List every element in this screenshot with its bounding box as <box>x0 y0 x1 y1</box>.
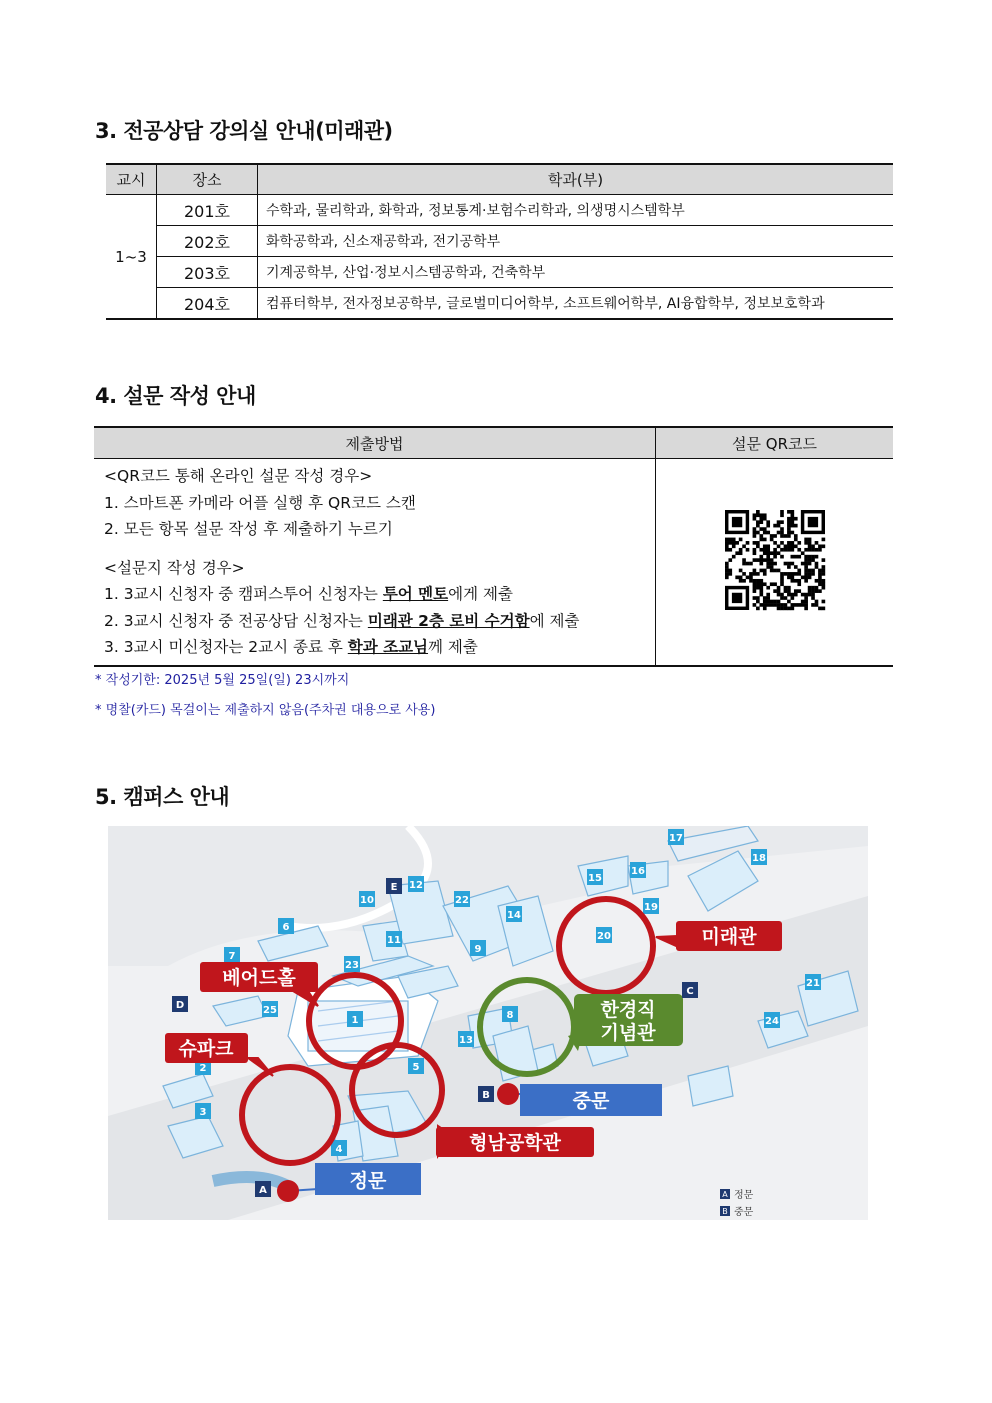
callout-jungmun <box>520 1084 662 1116</box>
svg-text:22: 22 <box>455 895 469 906</box>
svg-text:베어드홀: 베어드홀 <box>222 967 296 989</box>
building-badge-6 <box>278 918 294 934</box>
svg-text:B: B <box>722 1207 728 1216</box>
paper-step: 2. 3교시 신청자 중 전공상담 신청자는 미래관 2층 로비 수거함에 제출 <box>104 611 580 630</box>
svg-text:4: 4 <box>335 1144 343 1155</box>
header-period: 교시 <box>106 164 157 195</box>
dept-cell: 화학공학과, 신소재공학과, 전기공학부 <box>258 226 894 257</box>
campus-map <box>108 826 868 1220</box>
building-badge-25 <box>262 1001 278 1017</box>
online-heading: <QR코드 통해 온라인 설문 작성 경우> <box>104 467 373 485</box>
building-badge-12 <box>408 876 424 892</box>
svg-text:8: 8 <box>506 1010 514 1021</box>
dept-cell: 수학과, 물리학과, 화학과, 정보통계·보험수리학과, 의생명시스템학부 <box>266 203 685 219</box>
dept-cell: 기계공학부, 산업·정보시스템공학과, 건축학부 <box>258 257 894 288</box>
building-badge-15 <box>587 869 603 885</box>
svg-text:A: A <box>722 1190 728 1199</box>
building-badge-14 <box>506 906 522 922</box>
jeongmun-dot <box>277 1180 299 1202</box>
gate-marker-a <box>255 1181 271 1197</box>
svg-text:6: 6 <box>282 922 290 933</box>
svg-text:2: 2 <box>199 1063 207 1074</box>
gate-marker-e <box>386 878 402 894</box>
room-cell: 203호 <box>157 257 258 288</box>
svg-text:3: 3 <box>199 1107 207 1118</box>
room-cell: 201호 <box>157 195 258 226</box>
svg-text:24: 24 <box>765 1016 779 1027</box>
dept-cell: 컴퓨터학부, 전자정보공학부, 글로벌미디어학부, 소프트웨어학부, AI융합학부, 정보보호학과 <box>258 288 894 320</box>
svg-text:25: 25 <box>263 1005 277 1016</box>
svg-text:20: 20 <box>597 931 611 942</box>
svg-text:7: 7 <box>228 951 236 962</box>
gate-marker-b <box>478 1086 494 1102</box>
svg-text:B: B <box>482 1090 490 1101</box>
gate-marker-d <box>172 996 188 1012</box>
callout-hyungnam <box>436 1127 594 1157</box>
svg-text:A: A <box>259 1185 267 1196</box>
svg-text:23: 23 <box>345 960 359 971</box>
jungmun-dot <box>497 1083 519 1105</box>
period-cell: 1~3 <box>106 195 157 320</box>
header-qr: 설문 QR코드 <box>656 427 894 459</box>
gate-marker-c <box>682 982 698 998</box>
room-cell: 204호 <box>157 288 258 320</box>
building-badge-8 <box>502 1006 518 1022</box>
svg-text:기념관: 기념관 <box>600 1022 656 1044</box>
svg-text:5: 5 <box>412 1062 420 1073</box>
paper-step: 1. 3교시 신청자 중 캠퍼스투어 신청자는 투어 멘토에게 제출 <box>104 585 513 603</box>
svg-text:형남공학관: 형남공학관 <box>469 1132 561 1154</box>
table-row <box>106 288 893 320</box>
table-header-row <box>106 164 893 195</box>
online-step: 1. 스마트폰 카메라 어플 실행 후 QR코드 스캔 <box>104 493 416 512</box>
svg-text:18: 18 <box>752 853 766 864</box>
table-row <box>106 195 893 226</box>
building-badge-3 <box>195 1103 211 1119</box>
header-room: 장소 <box>157 164 258 195</box>
svg-text:중문: 중문 <box>734 1207 754 1218</box>
svg-text:21: 21 <box>806 978 820 989</box>
building-badge-16 <box>630 862 646 878</box>
callout-hankyung <box>574 994 683 1046</box>
svg-text:미래관: 미래관 <box>701 926 757 948</box>
svg-text:슈파크: 슈파크 <box>178 1038 234 1060</box>
header-method: 제출방법 <box>94 427 656 459</box>
svg-text:14: 14 <box>507 910 521 921</box>
svg-text:1: 1 <box>351 1015 359 1026</box>
badge-note: * 명찰(카드) 목걸이는 제출하지 않음(주차권 대용으로 사용) <box>95 703 436 718</box>
section5-title: 5. 캠퍼스 안내 <box>95 785 230 809</box>
section3-title: 3. 전공상담 강의실 안내(미래관) <box>95 119 393 143</box>
svg-text:13: 13 <box>459 1035 473 1046</box>
svg-text:정문: 정문 <box>734 1190 754 1201</box>
building-badge-1 <box>347 1011 363 1027</box>
building-badge-5 <box>408 1058 424 1074</box>
building-badge-19 <box>643 898 659 914</box>
survey-table <box>94 426 893 667</box>
svg-text:11: 11 <box>387 935 401 946</box>
building-badge-7 <box>224 947 240 963</box>
header-dept: 학과(부) <box>258 164 894 195</box>
table-row <box>106 226 893 257</box>
svg-text:9: 9 <box>474 944 482 955</box>
svg-text:10: 10 <box>360 895 374 906</box>
building-badge-22 <box>454 891 470 907</box>
callout-mirae <box>676 921 782 951</box>
building-badge-17 <box>668 829 684 845</box>
svg-text:17: 17 <box>669 833 683 844</box>
paper-heading: <설문지 작성 경우> <box>104 558 245 577</box>
svg-text:12: 12 <box>409 880 423 891</box>
building-badge-24 <box>764 1012 780 1028</box>
svg-text:E: E <box>390 882 398 893</box>
svg-text:C: C <box>686 986 694 997</box>
method-cell <box>94 459 656 666</box>
paper-step: 3. 3교시 미신청자는 2교시 종료 후 학과 조교님께 제출 <box>104 638 478 656</box>
svg-text:15: 15 <box>588 873 602 884</box>
classroom-table <box>106 163 893 320</box>
callout-supark <box>165 1033 248 1063</box>
table-row <box>106 257 893 288</box>
table-row <box>94 459 893 666</box>
building-badge-23 <box>344 956 360 972</box>
building-badge-9 <box>470 940 486 956</box>
qr-code-image[interactable] <box>714 509 836 611</box>
building-badge-18 <box>751 849 767 865</box>
section4-title: 4. 설문 작성 안내 <box>95 384 256 408</box>
svg-text:16: 16 <box>631 866 645 877</box>
online-step: 2. 모든 항목 설문 작성 후 제출하기 누르기 <box>104 520 393 538</box>
table-header-row <box>94 427 893 459</box>
svg-text:중문: 중문 <box>572 1090 610 1112</box>
svg-text:D: D <box>175 1000 185 1011</box>
callout-bayerd <box>200 962 318 992</box>
building-badge-20 <box>596 927 612 943</box>
building-badge-13 <box>458 1031 474 1047</box>
svg-text:19: 19 <box>644 902 658 913</box>
callout-jeongmun <box>315 1163 421 1195</box>
svg-text:한경직: 한경직 <box>600 999 656 1021</box>
deadline-note: * 작성기한: 2025년 5월 25일(일) 23시까지 <box>95 673 350 688</box>
building-badge-10 <box>359 891 375 907</box>
svg-text:정문: 정문 <box>349 1170 387 1192</box>
building-badge-11 <box>386 931 402 947</box>
building-badge-21 <box>805 974 821 990</box>
building-badge-4 <box>331 1140 347 1156</box>
room-cell: 202호 <box>157 226 258 257</box>
qr-cell <box>656 459 894 666</box>
